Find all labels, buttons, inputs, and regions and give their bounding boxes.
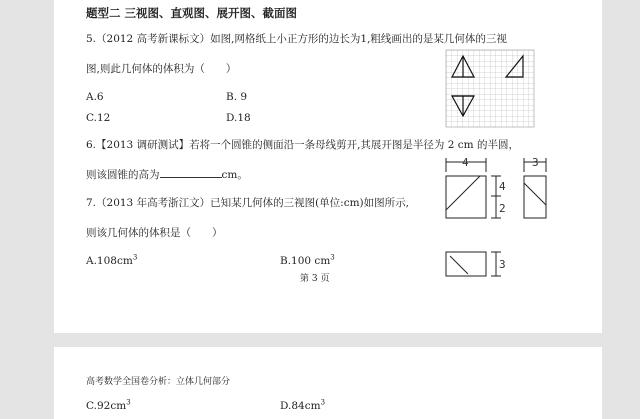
three-view-grid-figure (446, 50, 538, 132)
q6-line1: 6.【2013 调研测试】若将一个圆锥的侧面沿一条母线剪开,其展开图是半径为 2 cm 的半圆， (86, 139, 519, 151)
q7-option-b-sup: 3 (330, 253, 335, 262)
q7-option-d-sup: 3 (320, 398, 326, 407)
q7-option-c (86, 399, 131, 413)
q5-line1: 5.（2012 高考新课标文）如图,网格纸上小正方形的边长为1,粗线画出的是某几何体的三视 (86, 33, 507, 45)
page-3 (54, 0, 602, 333)
dim-top-depth: 3 (499, 258, 506, 271)
dim-side-width: 3 (532, 156, 539, 169)
q6-answer-blank[interactable] (160, 166, 222, 178)
q7-line2: 则该几何体的体积是（ ） (86, 227, 223, 239)
q6-line2 (86, 166, 248, 182)
running-header: 高考数学全国卷分析：立体几何部分 (86, 377, 231, 387)
q7-option-a-sup: 3 (132, 253, 138, 262)
q7-option-b (280, 254, 335, 268)
q7-option-b-text: B.100 cm (280, 255, 331, 267)
dim-front-upper: 4 (499, 180, 506, 193)
page-4 (54, 347, 602, 419)
q5-option-c: C.12 (86, 112, 111, 124)
dim-front-lower: 2 (499, 202, 506, 215)
q6-line2-text: 则该圆锥的高为 (86, 169, 160, 181)
q5-line2: 图,则此几何体的体积为（ ） (86, 63, 237, 75)
q7-option-c-text: C.92cm (86, 400, 127, 412)
q7-option-a (86, 254, 137, 268)
q7-option-d-text: D.84cm (280, 400, 321, 412)
section-title: 题型二 三视图、直观图、展开图、截面图 (86, 6, 298, 20)
q7-option-a-text: A.108cm (86, 255, 133, 267)
q5-option-d: D.18 (226, 112, 251, 124)
q7-option-c-sup: 3 (126, 398, 131, 407)
page-number: 第 3 页 (300, 274, 330, 284)
q7-option-d (280, 399, 325, 413)
three-view-dimension-figure (436, 150, 556, 280)
q5-option-b: B. 9 (226, 91, 248, 103)
q5-option-a: A.6 (86, 91, 104, 103)
q7-line1: 7.（2013 年高考浙江文）已知某几何体的三视图(单位:cm)如图所示, (86, 197, 409, 209)
q6-line2-unit: cm。 (221, 169, 248, 181)
dim-front-width: 4 (462, 156, 469, 169)
